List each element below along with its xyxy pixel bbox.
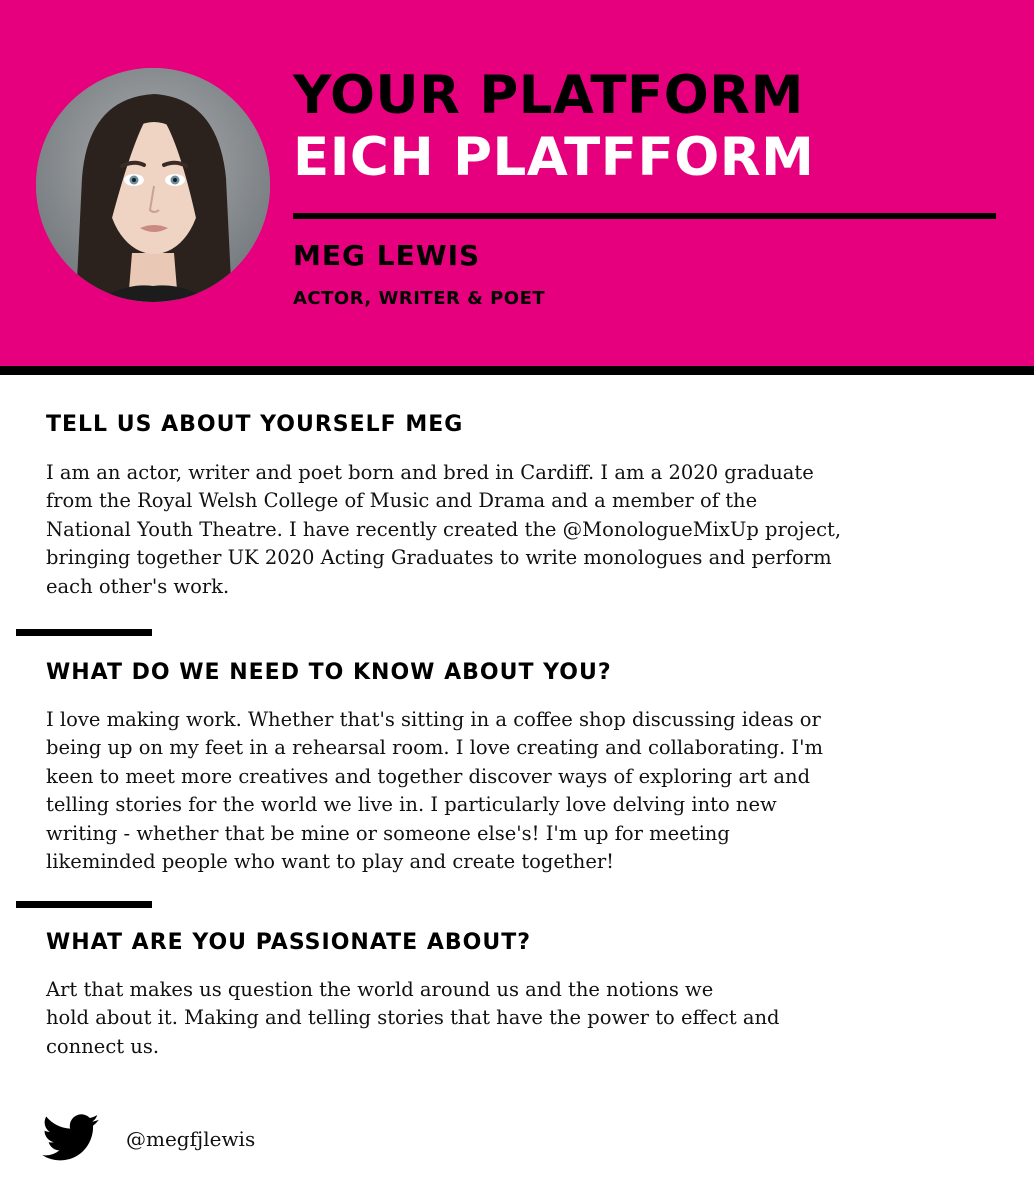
- body-line: Art that makes us question the world around us and the notions we: [46, 978, 714, 1001]
- section-heading-passion: WHAT ARE YOU PASSIONATE ABOUT?: [46, 930, 531, 955]
- header-bottom-divider: [0, 366, 1034, 375]
- body-line: National Youth Theatre. I have recently created the @MonologueMixUp project,: [46, 517, 842, 541]
- portrait-image: [36, 68, 270, 302]
- profile-role: ACTOR, WRITER & POET: [293, 288, 546, 309]
- body-line: bringing together UK 2020 Acting Graduates to write monologues and perform: [46, 546, 832, 570]
- twitter-handle[interactable]: @megfjlewis: [126, 1127, 256, 1151]
- section-body-about: [46, 459, 986, 601]
- body-line: writing - whether that be mine or someone else's! I'm up for meeting: [46, 821, 730, 845]
- profile-name: MEG LEWIS: [293, 239, 481, 272]
- section-body-know: [46, 706, 986, 876]
- body-line: I am an actor, writer and poet born and bred in Cardiff. I am a 2020 graduate: [46, 461, 814, 484]
- body-line: keen to meet more creatives and together discover ways of exploring art and: [46, 764, 811, 788]
- header-banner: [0, 0, 1034, 366]
- title-welsh: EICH PLATFFORM: [293, 127, 815, 188]
- section-heading-know: WHAT DO WE NEED TO KNOW ABOUT YOU?: [46, 660, 612, 685]
- section-divider: [16, 901, 152, 908]
- section-divider: [16, 629, 152, 636]
- section-body-passion: [46, 976, 986, 1061]
- body-line: connect us.: [46, 1034, 160, 1058]
- body-line: hold about it. Making and telling stories that have the power to effect and: [46, 1006, 780, 1030]
- body-line: likeminded people who want to play and create together!: [46, 850, 615, 874]
- twitter-bird-icon: [42, 1114, 100, 1162]
- body-line: telling stories for the world we live in. I particularly love delving into new: [46, 793, 777, 817]
- title-divider: [293, 213, 996, 219]
- body-line: being up on my feet in a rehearsal room. I love creating and collaborating. I'm: [46, 736, 823, 760]
- body-line: each other's work.: [46, 574, 230, 598]
- body-line: I love making work. Whether that's sitting in a coffee shop discussing ideas or: [46, 708, 821, 731]
- title-english: YOUR PLATFORM: [293, 65, 804, 126]
- body-line: from the Royal Welsh College of Music and Drama and a member of the: [46, 489, 758, 513]
- section-heading-about: TELL US ABOUT YOURSELF MEG: [46, 412, 464, 437]
- profile-photo: [36, 68, 270, 302]
